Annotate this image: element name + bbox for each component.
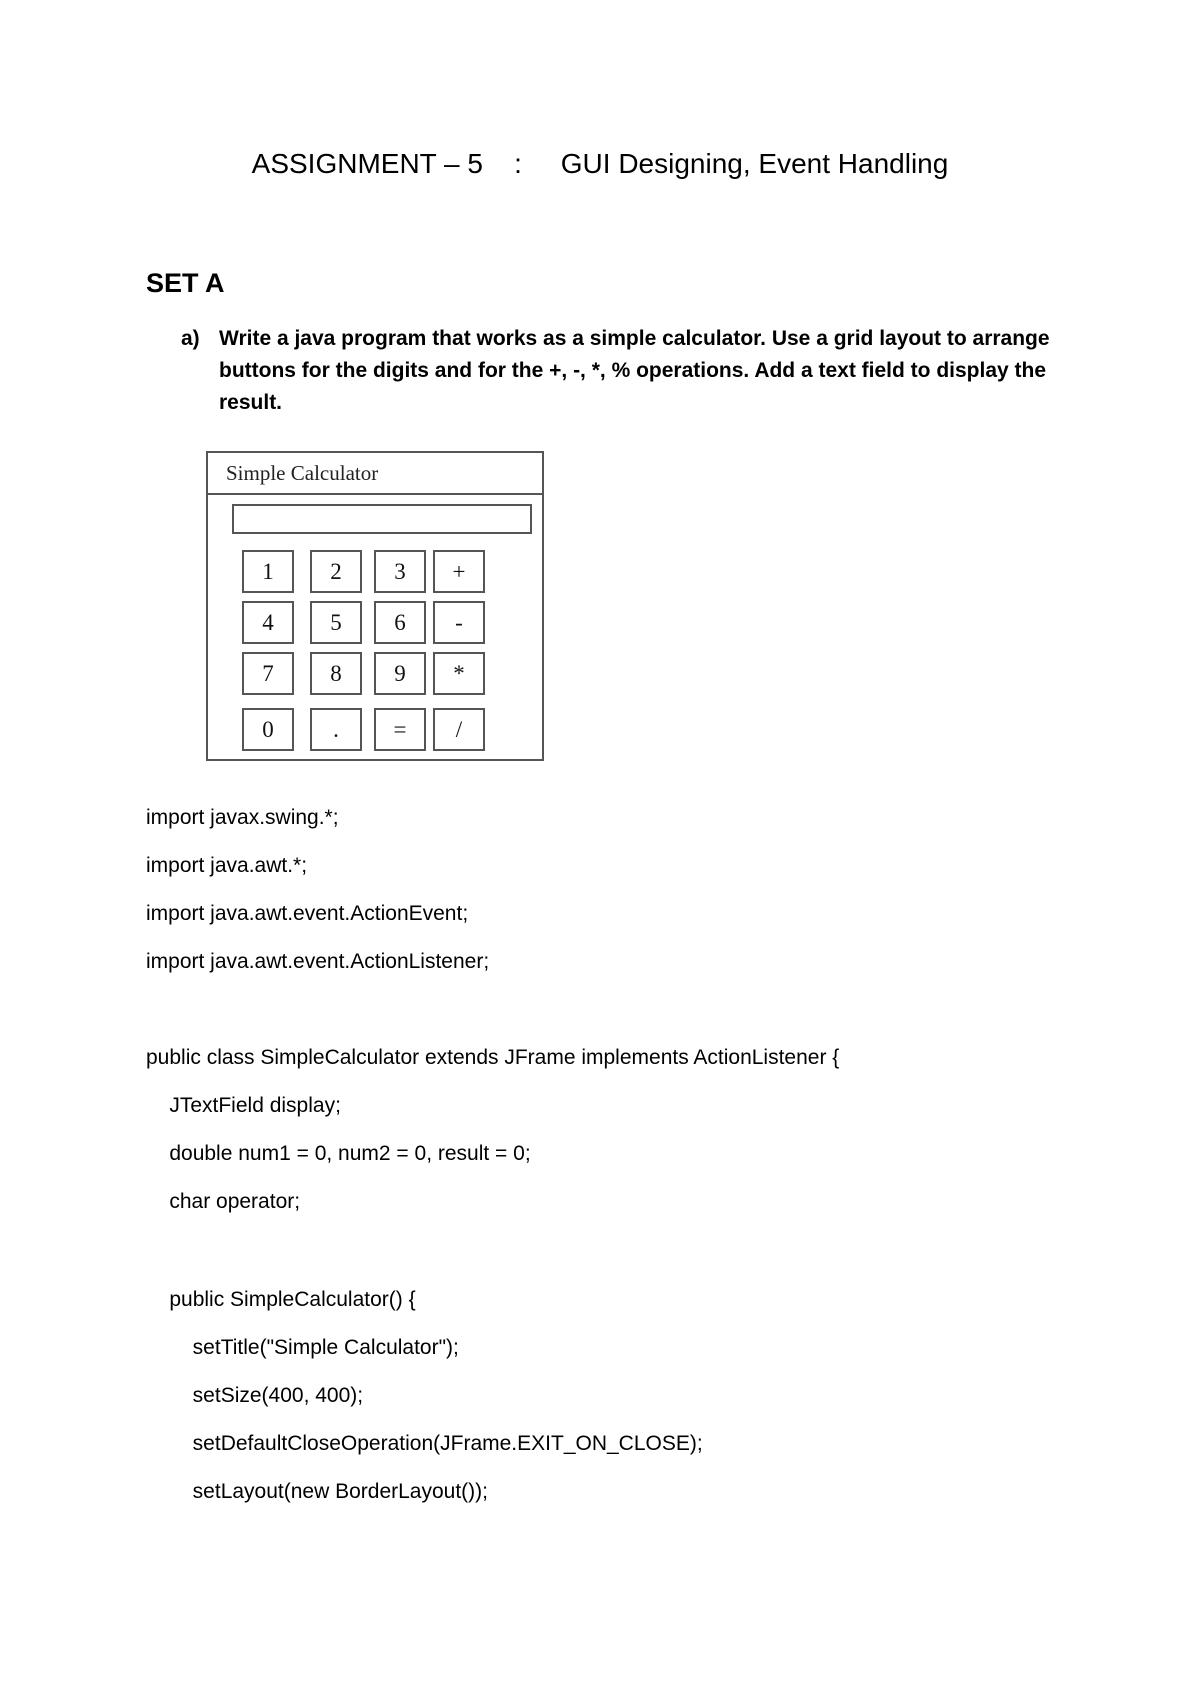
code-line: char operator;: [146, 1190, 301, 1213]
code-line: import java.awt.*;: [146, 854, 308, 877]
code-line: public class SimpleCalculator extends JFrame implements ActionListener {: [146, 1046, 840, 1069]
question-label: a): [181, 327, 200, 350]
calc-button-0: 0: [242, 708, 294, 751]
code-line: import java.awt.event.ActionListener;: [146, 950, 490, 973]
calc-button-4: 4: [242, 601, 294, 644]
calc-button-5: 5: [310, 601, 362, 644]
code-line: import java.awt.event.ActionEvent;: [146, 902, 469, 925]
calc-button-equals: =: [374, 708, 426, 751]
calc-button-multiply: *: [433, 652, 485, 695]
calc-button-2: 2: [310, 550, 362, 593]
calculator-title: Simple Calculator: [208, 453, 542, 495]
calc-button-6: 6: [374, 601, 426, 644]
code-line: setTitle("Simple Calculator");: [146, 1336, 459, 1359]
calc-button-7: 7: [242, 652, 294, 695]
calc-button-1: 1: [242, 550, 294, 593]
calc-button-decimal: .: [310, 708, 362, 751]
calc-button-8: 8: [310, 652, 362, 695]
calc-button-minus: -: [433, 601, 485, 644]
question-a: [181, 323, 1081, 419]
code-line: setSize(400, 400);: [146, 1384, 364, 1407]
calc-button-plus: +: [433, 550, 485, 593]
set-heading: SET A: [146, 268, 225, 298]
calculator-display-field: [232, 504, 532, 534]
question-text: Write a java program that works as a simple calculator. Use a grid layout to arrange buttons for the digits and for the +, -, *, % operations. Add a text field to display the result.: [219, 327, 1050, 414]
code-line: public SimpleCalculator() {: [146, 1288, 416, 1311]
calc-button-divide: /: [433, 708, 485, 751]
code-line: setDefaultCloseOperation(JFrame.EXIT_ON_CLOSE);: [146, 1432, 703, 1455]
calculator-figure: [206, 451, 544, 761]
code-line: import javax.swing.*;: [146, 806, 339, 829]
code-line: JTextField display;: [146, 1094, 341, 1117]
calc-button-3: 3: [374, 550, 426, 593]
code-line: double num1 = 0, num2 = 0, result = 0;: [146, 1142, 531, 1165]
code-line: setLayout(new BorderLayout());: [146, 1480, 488, 1503]
assignment-title: ASSIGNMENT – 5 : GUI Designing, Event Handling: [251, 148, 949, 179]
calc-button-9: 9: [374, 652, 426, 695]
